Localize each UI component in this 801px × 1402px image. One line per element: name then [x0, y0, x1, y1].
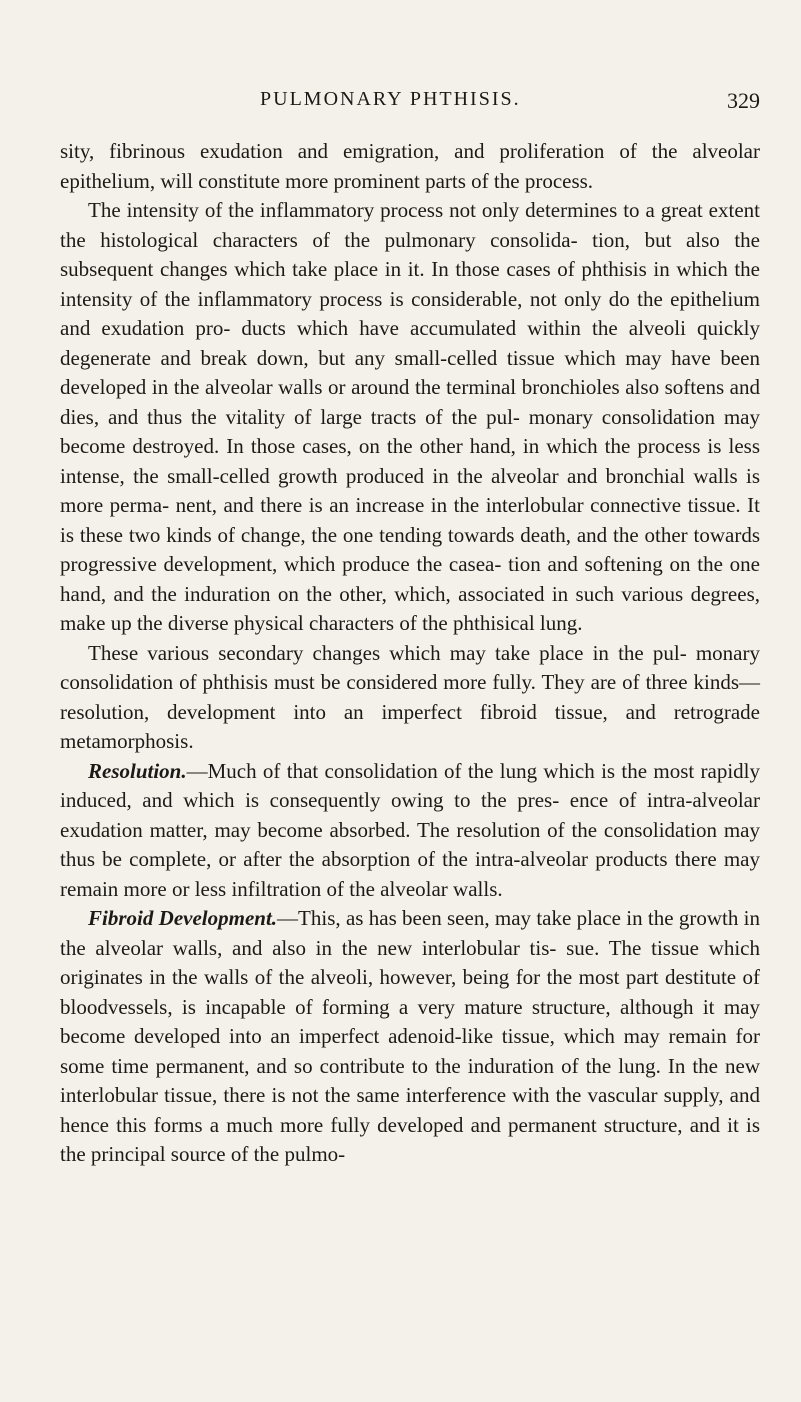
paragraph-secondary-changes: These various secondary changes which may take place in the pul- monary consolidation of phthisis must be considered more fully. They are of three kinds—resolution, development into an imperfect fibroid tissue, and retrograde metamorphosis.: [60, 640, 760, 753]
page-number: 329: [727, 88, 760, 113]
section-heading-fibroid-development: Fibroid Development.: [88, 906, 278, 930]
paragraph-intensity: The intensity of the inflammatory process not only determines to a great extent the histological characters of the pulmonary consolida- tion, but also the subsequent changes which take place in it. In those cases of phthisis in which the intensity of the inflammatory process is considerable, not only do the epithelium and exudation pro- ducts which have accumulated within the alveoli quickly degenerate and break down, but any small-celled tissue which may have been developed in the alveolar walls or around the terminal bronchioles also softens and dies, and thus the vitality of large tracts of the pul- monary consolidation may become destroyed. In those cases, on the other hand, in which the process is less intense, the small-celled growth produced in the alveolar and bronchial walls is more perma- nent, and there is an increase in the interlobular connective tissue. It is these two kinds of change, the one tending towards death, and the other towards progressive development, which produce the casea- tion and softening on the one hand, and the induration on the other, which, associated in such various degrees, make up the diverse physical characters of the phthisical lung.: [60, 198, 760, 635]
body-text: [60, 137, 760, 1170]
paragraph-resolution: [60, 757, 760, 905]
paragraph-fibroid-development-text: —This, as has been seen, may take place in the growth in the alveolar walls, and also in the new interlobular tis- sue. The tissue which originates in the walls of the alveoli, however, being for the most part destitute of bloodvessels, is incapable of forming a very mature structure, although it may become developed into an imperfect adenoid-like tissue, which may remain for some time permanent, and so contribute to the induration of the lung. In the new interlobular tissue, there is not the same interference with the vascular supply, and hence this forms a much more fully developed and permanent structure, and it is the principal source of the pulmo-: [60, 906, 760, 1166]
paragraph-continuation: sity, fibrinous exudation and emigration, and proliferation of the alveolar epithelium, will constitute more prominent parts of the process.: [60, 139, 760, 193]
section-heading-resolution: Resolution.: [88, 758, 187, 783]
running-header: [60, 88, 760, 118]
running-title: PULMONARY PHTHISIS.: [260, 88, 521, 110]
paragraph-resolution-text: —Much of that consolidation of the lung which is the most rapidly induced, and which is consequently owing to the pres- ence of intra-alveolar exudation matter, may become absorbed. The resolution of the consolidation may thus be complete, or after the absorption of the intra-alveolar products there may remain more or less infiltration of the alveolar walls.: [60, 758, 760, 901]
paragraph-fibroid-development: [60, 904, 760, 1170]
